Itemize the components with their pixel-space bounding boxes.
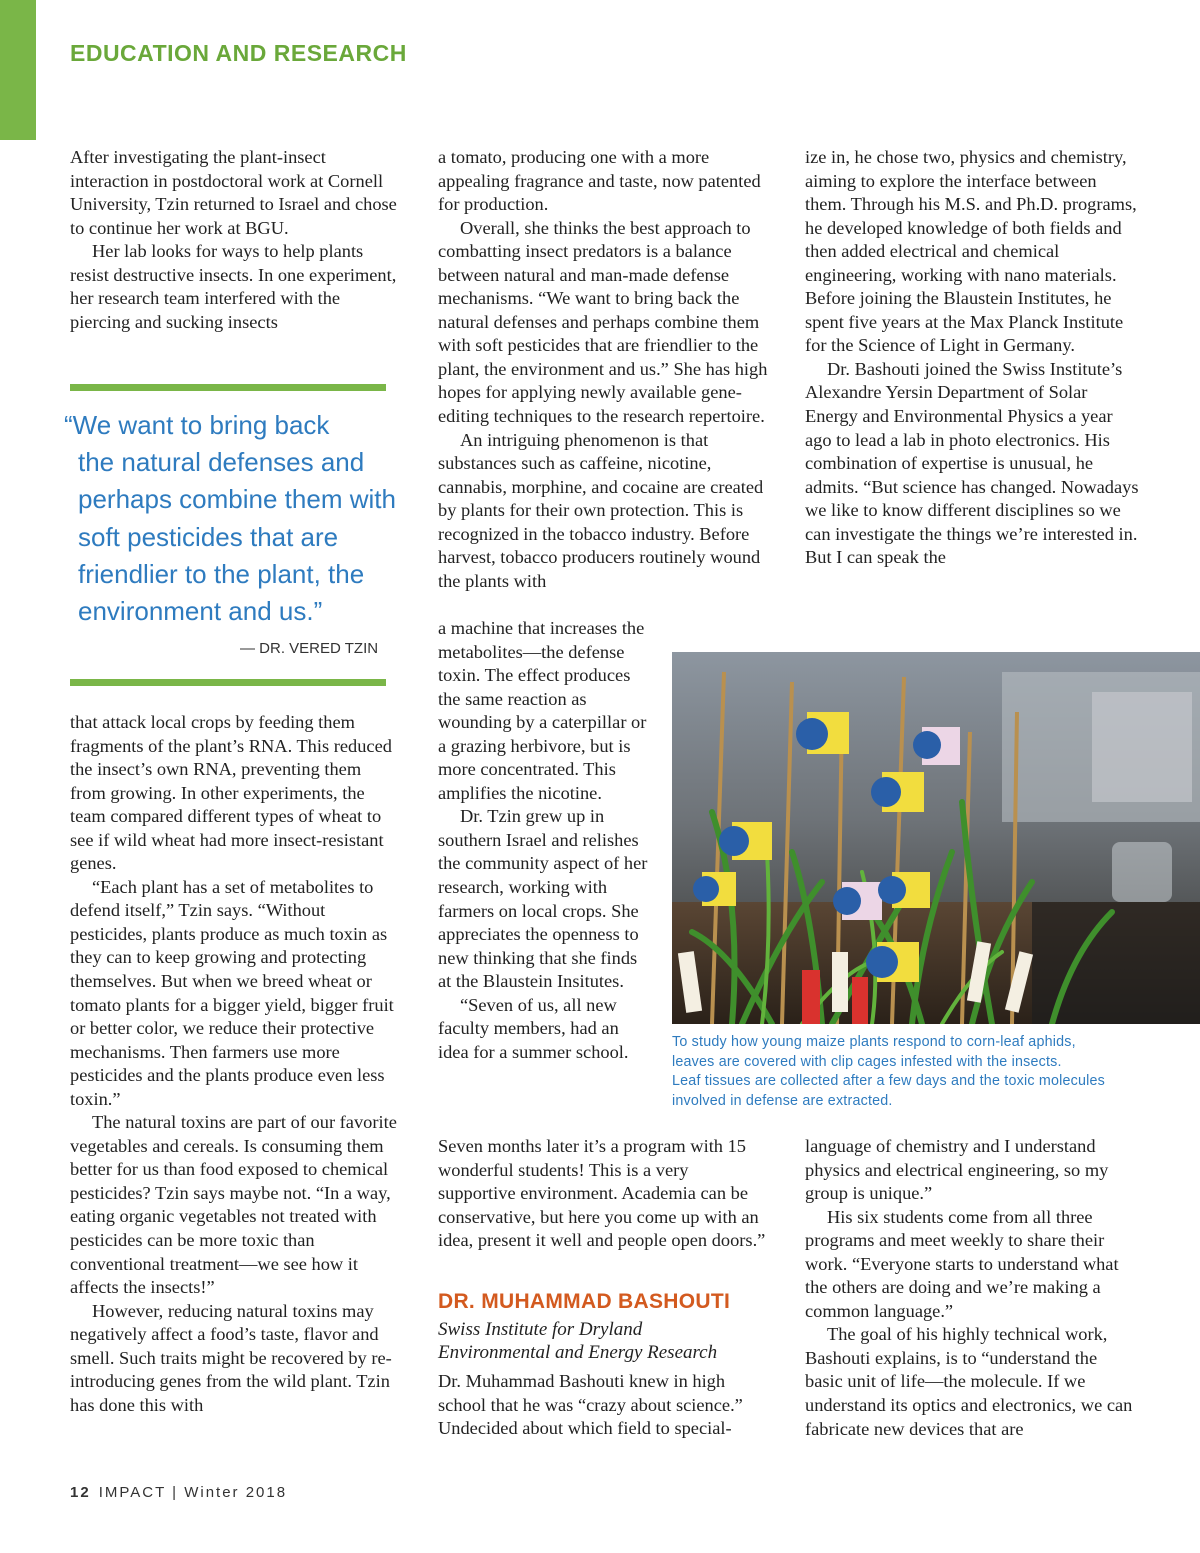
pullquote-line: soft pesticides that are bbox=[78, 521, 339, 552]
affiliation-line: Environmental and Energy Research bbox=[438, 1342, 718, 1363]
section-heading: EDUCATION AND RESEARCH bbox=[70, 40, 407, 66]
profile-name-heading: DR. MUHAMMAD BASHOUTI bbox=[438, 1290, 731, 1313]
page-number: 12 bbox=[70, 1484, 91, 1501]
paragraph: language of chemistry and I understand physics and electrical engineering, so my group is unique.” bbox=[805, 1136, 1109, 1204]
paragraph: The goal of his highly technical work, Bashouti explains, is to “understand the basic unit of life—the molecule. If we understand its optics and electronics, we can fabricate new devices that are bbox=[805, 1324, 1133, 1439]
pullquote-top-rule bbox=[70, 384, 386, 391]
paragraph: Her lab looks for ways to help plants resist destructive insects. In one experiment, her research team interfered with the piercing and sucking insects bbox=[70, 241, 397, 332]
paragraph: After investigating the plant-insect interaction in postdoctoral work at Cornell University, Tzin returned to Israel and chose to continue her work at BGU. bbox=[70, 147, 397, 238]
pullquote-line: the natural defenses and bbox=[78, 447, 365, 478]
paragraph: Dr. Muhammad Bashouti knew in high school that he was “crazy about science.” Undecided about which field to special- bbox=[438, 1371, 743, 1439]
paragraph: ize in, he chose two, physics and chemistry, aiming to explore the interface between them. Through his M.S. and Ph.D. programs, he developed knowledge of both fields and then added electrical and chemical engineering, working with nano materials. Before joining the Blaustein Institutes, he spent five years at the Max Planck Institute for the Science of Light in Germany. bbox=[805, 147, 1137, 356]
photo-caption bbox=[672, 1033, 1192, 1111]
paragraph: The natural toxins are part of our favorite vegetables and cereals. Is consuming them better for us than food exposed to chemical pesticides? Tzin says maybe not. “In a way, eating organic vegetables not treated with pesticides can be more toxic than conventional treatment—we see how it affects the insects!” bbox=[70, 1112, 397, 1298]
affiliation-line: Swiss Institute for Dryland bbox=[438, 1319, 643, 1340]
maize-plants-photo bbox=[672, 652, 1200, 1024]
paragraph: “Each plant has a set of metabolites to defend itself,” Tzin says. “Without pesticides, plants produce as much toxin as they can to keep growing and protecting themselves. But when we breed wheat or tomato plants for a bigger yield, bigger fruit or better color, we reduce their protective mechanisms. Then farmers use more pesticides and the plants produce even less toxin.” bbox=[70, 876, 394, 1109]
paragraph: An intriguing phenomenon is that substances such as caffeine, nicotine, cannabis, morphine, and cocaine are created by plants for their own protection. This is recognized in the tobacco industry. Before harvest, tobacco producers routinely wound the plants with bbox=[438, 429, 764, 591]
paragraph: However, reducing natural toxins may negatively affect a food’s taste, flavor and smell. Such traits might be recovered by re-introducing genes from the wild plant. Tzin has done this with bbox=[70, 1300, 392, 1415]
pullquote-line: environment and us.” bbox=[78, 596, 323, 627]
paragraph: Seven months later it’s a program with 15 wonderful students! This is a very supportive environment. Academia can be conservative, but here you come up with an idea, present it well and people open doors.” bbox=[438, 1136, 766, 1251]
paragraph: a tomato, producing one with a more appealing fragrance and taste, now patented for production. bbox=[438, 147, 761, 215]
caption-line: leaves are covered with clip cages infested with the insects. bbox=[672, 1053, 1062, 1070]
pullquote-attribution: — DR. VERED TZIN bbox=[240, 640, 379, 657]
pullquote-line: “We want to bring back bbox=[64, 410, 330, 440]
paragraph: that attack local crops by feeding them fragments of the plant’s RNA. This reduced the insect’s own RNA, preventing them from growing. In other experiments, the team compared different types of wheat to see if wild wheat had more insect-resistant genes. bbox=[70, 712, 392, 874]
section-color-bar bbox=[0, 0, 36, 140]
col3-top-text bbox=[805, 146, 1139, 570]
caption-line: Leaf tissues are collected after a few days and the toxic molecules bbox=[672, 1073, 1106, 1090]
paragraph: Dr. Tzin grew up in southern Israel and relishes the community aspect of her research, working with farmers on local crops. She appreciates the openness to new thinking that she finds at the Blaustein Insitutes. bbox=[438, 806, 648, 992]
pullquote-bottom-rule bbox=[70, 679, 386, 686]
paragraph: His six students come from all three programs and meet weekly to share their work. “Everyone starts to understand what the others are doing and we’re making a common language.” bbox=[805, 1206, 1119, 1321]
col1-top-text bbox=[70, 146, 400, 334]
profile-affiliation bbox=[438, 1318, 717, 1364]
paragraph: a machine that increases the metabolites—the defense toxin. The effect produces the same reaction as wounding by a caterpillar or a grazing herbivore, but is more concentrated. This amplifies the nicotine. bbox=[438, 618, 647, 803]
pullquote-line: perhaps combine them with bbox=[78, 484, 396, 515]
paragraph: Dr. Bashouti joined the Swiss Institute’s Alexandre Yersin Department of Solar Energy and Environmental Physics a year ago to lead a lab in photo electronics. His combination of expertise is unusual, he admits. “But science has changed. Nowadays we like to know different disciplines so we can investigate the things we’re interested in. But I can speak the bbox=[805, 358, 1139, 568]
page-footer bbox=[70, 1484, 287, 1501]
col2-wide-text bbox=[438, 1135, 768, 1253]
col2-narrow-text bbox=[438, 617, 652, 1064]
pullquote bbox=[64, 407, 404, 630]
photo-illustration bbox=[672, 652, 1200, 1024]
pullquote-line: friendlier to the plant, the bbox=[78, 558, 365, 589]
col1-bottom-text bbox=[70, 711, 401, 1417]
caption-line: To study how young maize plants respond to corn-leaf aphids, bbox=[672, 1034, 1076, 1050]
col2-top-text bbox=[438, 146, 768, 593]
col2-bio-text bbox=[438, 1370, 768, 1441]
paragraph: Overall, she thinks the best approach to combatting insect predators is a balance between natural and man-made defense mechanisms. “We want to bring back the natural defenses and perhaps combine them with soft pesticides that are friendlier to the plant, the environment and us.” She has high hopes for applying newly available gene-editing techniques to the research repertoire. bbox=[438, 217, 768, 427]
publication-info: IMPACT | Winter 2018 bbox=[98, 1484, 288, 1501]
caption-line: involved in defense are extracted. bbox=[672, 1092, 893, 1109]
paragraph: “Seven of us, all new faculty members, had an idea for a summer school. bbox=[438, 994, 629, 1062]
col3-bottom-text bbox=[805, 1135, 1139, 1441]
